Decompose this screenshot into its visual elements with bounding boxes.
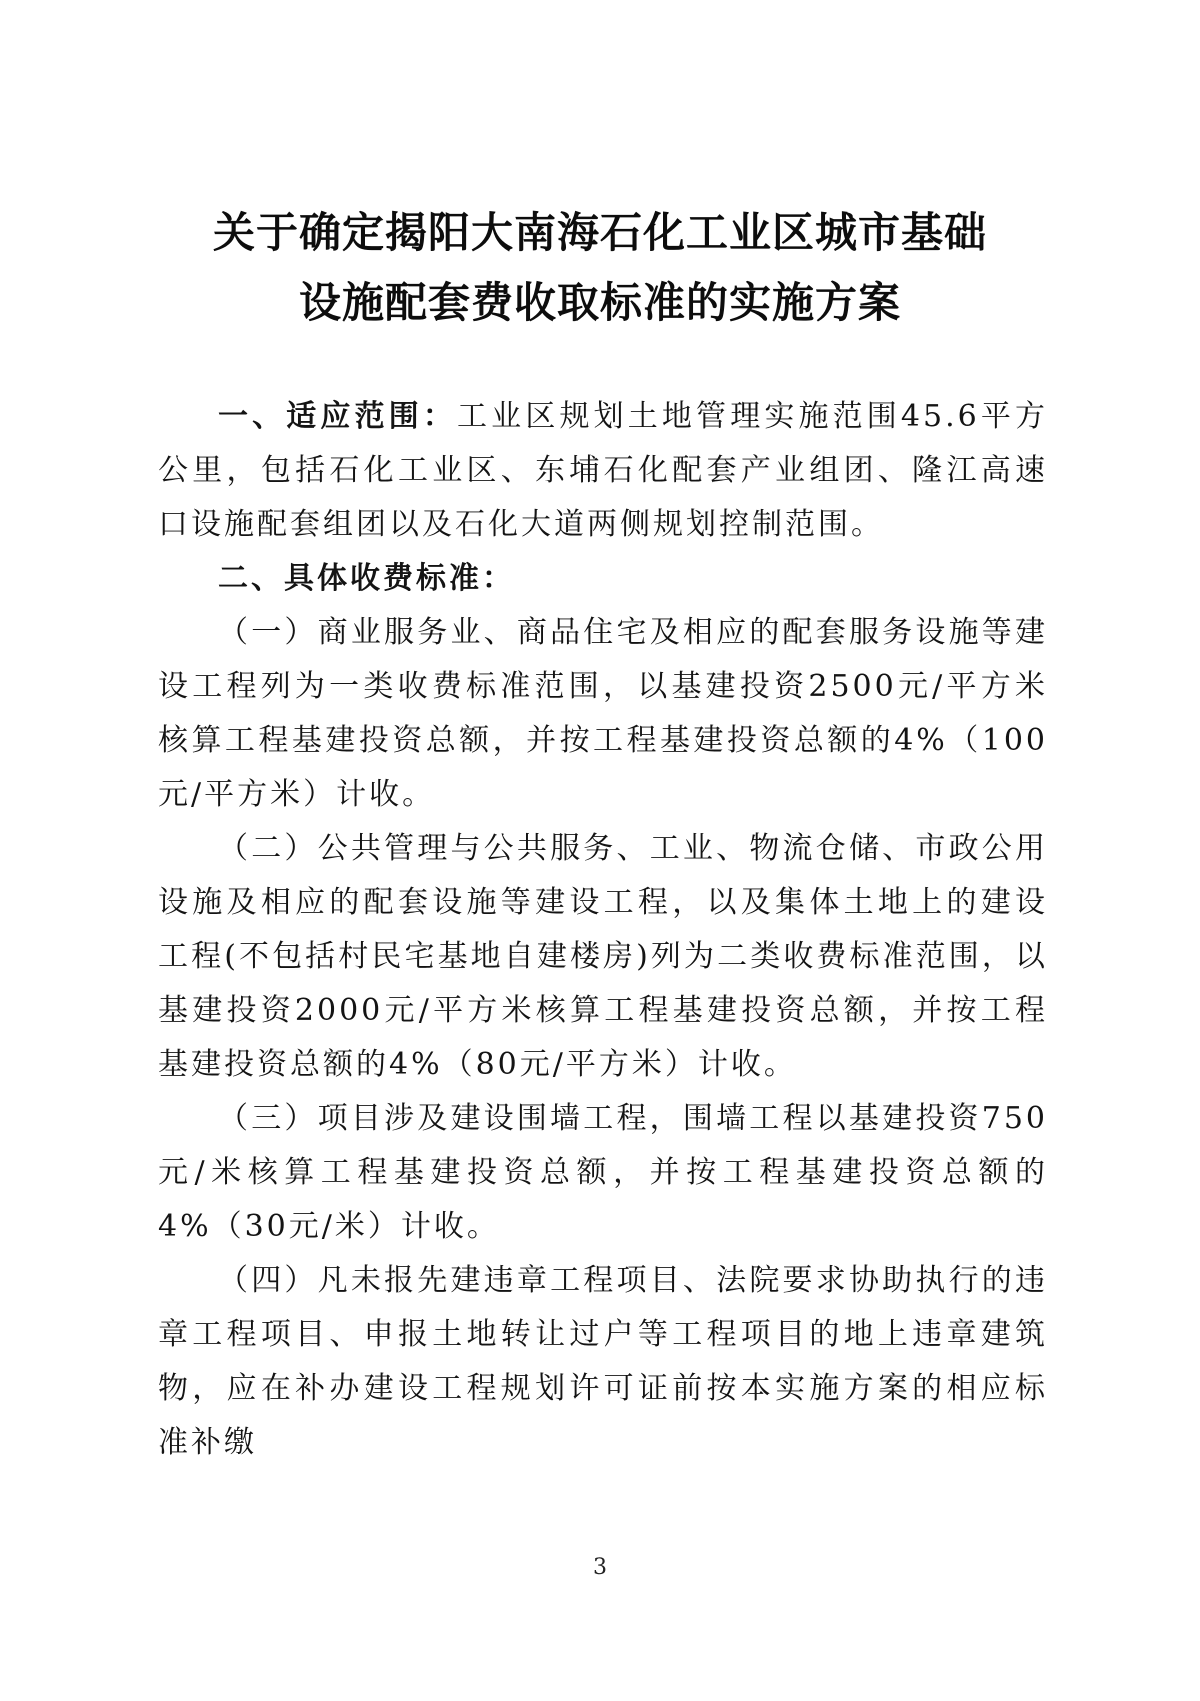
fee-item-3: （三）项目涉及建设围墙工程，围墙工程以基建投资750元/米核算工程基建投资总额，并按工程基建投资总额的4%（30元/米）计收。 [158, 1101, 1048, 1244]
section-fee-standards [158, 552, 1048, 606]
section-fee-standards-heading: 二、具体收费标准： [218, 561, 515, 596]
fee-item-4: （四）凡未报先建违章工程项目、法院要求协助执行的违章工程项目、申报土地转让过户等工程项目的地上违章建筑物，应在补办建设工程规划许可证前按本实施方案的相应标准补缴 [158, 1263, 1048, 1460]
title-line-2: 设施配套费收取标准的实施方案 [298, 278, 901, 327]
fee-item-1: （一）商业服务业、商品住宅及相应的配套服务设施等建设工程列为一类收费标准范围，以基建投资2500元/平方米核算工程基建投资总额，并按工程基建投资总额的4%（100元/平方米）计收。 [158, 615, 1048, 812]
title-line-1: 关于确定揭阳大南海石化工业区城市基础 [212, 208, 987, 257]
section-scope [158, 390, 1048, 552]
document-title [150, 198, 1050, 338]
section-scope-heading: 一、适应范围： [218, 399, 458, 434]
section-scope-text: 工业区规划土地管理实施范围45.6平方公里，包括石化工业区、东埔石化配套产业组团、隆江高速口设施配套组团以及石化大道两侧规划控制范围。 [158, 399, 1049, 542]
document-body [158, 390, 1048, 1470]
page-number: 3 [593, 1555, 607, 1580]
fee-item-2: （二）公共管理与公共服务、工业、物流仓储、市政公用设施及相应的配套设施等建设工程，以及集体土地上的建设工程(不包括村民宅基地自建楼房)列为二类收费标准范围，以基建投资2000元/平方米核算工程基建投资总额，并按工程基建投资总额的4%（80元/平方米）计收。 [158, 831, 1048, 1082]
